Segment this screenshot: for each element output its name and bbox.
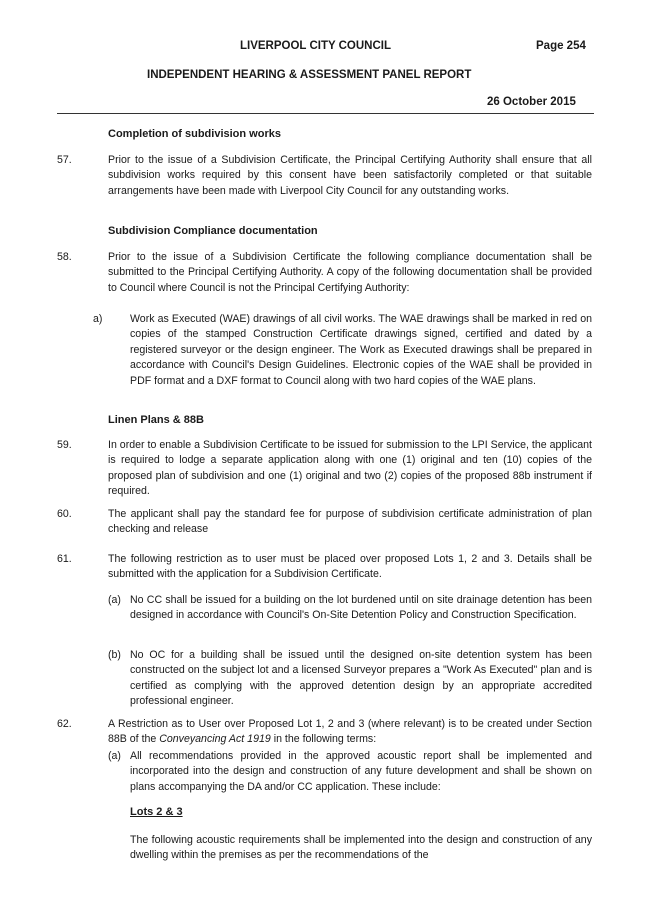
item-number: 57.: [57, 154, 72, 166]
page-number: Page 254: [536, 40, 586, 52]
sub-item-marker: (a): [108, 750, 121, 762]
lots-heading: Lots 2 & 3: [130, 806, 183, 818]
item-62-text-start: A Restriction as to User over Proposed Lot 1, 2 and 3 (where relevant) is to be created under Section 88B of the: [108, 718, 592, 746]
item-number: 59.: [57, 439, 72, 451]
item-62-text: [108, 717, 592, 748]
item-61-text: The following restriction as to user must be placed over proposed Lots 1, 2 and 3. Details shall be submitted with the application for a Subdivision Certificate.: [108, 553, 592, 581]
item-60-text: The applicant shall pay the standard fee for purpose of subdivision certificate administration of plan checking and release: [108, 508, 592, 536]
act-title: Conveyancing Act 1919: [159, 733, 271, 746]
header-divider: [57, 113, 594, 114]
section-heading-linen: Linen Plans & 88B: [108, 414, 204, 426]
sub-item-marker: (b): [108, 649, 121, 661]
item-61b-text: No OC for a building shall be issued until the designed on-site detention system has been constructed on the subject lot and a licensed Surveyor prepares a "Work As Executed" plan and is certified as complying with the approved detention design by an appropriate accredited professional engineer.: [130, 649, 592, 708]
report-date: 26 October 2015: [487, 96, 576, 108]
item-number: 62.: [57, 718, 72, 730]
item-62a-text: All recommendations provided in the approved acoustic report shall be implemented and incorporated into the design and construction of any future development and shall be shown on plans accompanying the DA and/or CC application. These include:: [130, 750, 592, 793]
item-58-text: Prior to the issue of a Subdivision Certificate the following compliance documentation shall be submitted to the Principal Certifying Authority. A copy of the following documentation shall be provided to Council where Council is not the Principal Certifying Authority:: [108, 251, 592, 294]
item-number: 60.: [57, 508, 72, 520]
report-title: INDEPENDENT HEARING & ASSESSMENT PANEL REPORT: [147, 69, 472, 81]
item-57-text: Prior to the issue of a Subdivision Certificate, the Principal Certifying Authority shall ensure that all subdivision works required by this consent have been satisfactorily completed or that suitable arrangements have been made with Liverpool City Council for any outstanding works.: [108, 154, 592, 197]
item-58a-text: Work as Executed (WAE) drawings of all civil works. The WAE drawings shall be marked in red on copies of the stamped Construction Certificate drawings signed, certified and dated by a registered surveyor or the design engineer. The Work as Executed drawings shall be prepared in accordance with Council's Design Guidelines. Electronic copies of the WAE shall be provided in PDF format and a DXF format to Council along with two hard copies of the WAE plans.: [130, 313, 592, 387]
lots-paragraph: The following acoustic requirements shall be implemented into the design and construction of any dwelling within the premises as per the recommendations of the: [130, 834, 592, 862]
item-61a-text: No CC shall be issued for a building on the lot burdened until on site drainage detention has been designed in accordance with Council's On-Site Detention Policy and Construction Specification.: [130, 594, 592, 622]
item-59-text: In order to enable a Subdivision Certificate to be issued for submission to the LPI Service, the applicant is required to lodge a separate application along with one (1) original and ten (10) copies of the proposed plan of subdivision and one (1) original and two (2) copies of the proposed 88b instrument if required.: [108, 439, 592, 498]
section-heading-compliance: Subdivision Compliance documentation: [108, 225, 318, 237]
council-name: LIVERPOOL CITY COUNCIL: [240, 40, 392, 52]
section-heading-completion: Completion of subdivision works: [108, 128, 281, 140]
sub-item-marker: a): [93, 313, 103, 325]
item-number: 58.: [57, 251, 72, 263]
item-number: 61.: [57, 553, 72, 565]
item-62-text-end: in the following terms:: [270, 733, 377, 746]
sub-item-marker: (a): [108, 594, 121, 606]
